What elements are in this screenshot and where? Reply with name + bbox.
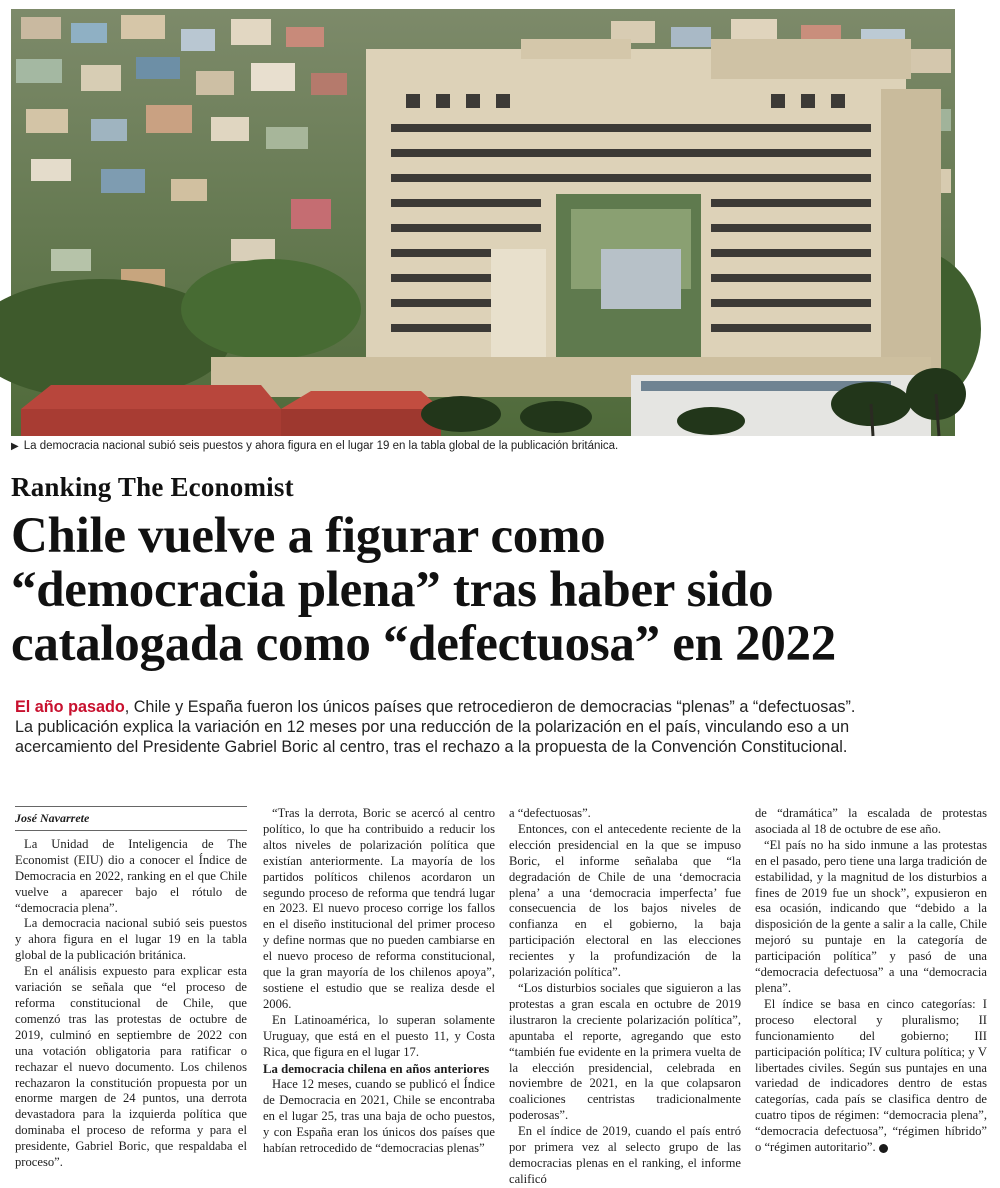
caption-text: La democracia nacional subió seis puestos y ahora figura en el lugar 19 en la tabla global de la publicación británica.: [23, 440, 619, 452]
headline-line: “democracia plena” tras haber sido: [11, 562, 774, 618]
body-column-2: [263, 806, 495, 1157]
body-paragraph: Hace 12 meses, cuando se publicó el Índice de Democracia en 2021, Chile se encontraba en el lugar 25, tras una baja de ocho puestos, y con España eran los únicos dos países que habían retrocedido de “democracias plenas”: [263, 1077, 495, 1156]
photo-caption: [11, 440, 955, 452]
body-paragraph: La democracia nacional subió seis puestos y ahora figura en el lugar 19 en la tabla global de la publicación británica.: [15, 916, 247, 963]
caption-arrow-icon: ▶: [11, 441, 19, 452]
body-paragraph-last: [755, 997, 987, 1156]
lead-line: acercamiento del Presidente Gabriel Boric al centro, tras el rechazo a la propuesta de la Convención Constitucional.: [15, 738, 848, 756]
body-paragraph: “El país no ha sido inmune a las protestas en el pasado, pero tiene una larga tradición de estabilidad, y la magnitud de los disturbios a fines de 2019 fue un shock”, expusieron en esa ocasión, indicando que “debido a la disposición de la gente a salir a la calle, Chile mejoró su puntaje en la categoría de participación política” y pasó de una “democracia defectuosa” a una “democracia plena”.: [755, 837, 987, 995]
body-paragraph: La Unidad de Inteligencia de The Economist (EIU) dio a conocer el Índice de Democracia en 2022, ranking en el que Chile vuelve a aparecer bajo el rótulo de “democracia plena”.: [15, 836, 247, 915]
body-paragraph-text: El índice se basa en cinco categorías: I proceso electoral y pluralismo; II funcionamiento del gobierno; III participación política; IV cultura política; y V libertades civiles. Según sus puntajes en una variedad de indicadores dentro de estas categorías, cada país se clasifica dentro de cuatro tipos de régimen: “democracia plena”, “democracia defectuosa”, “régimen híbrido” o “régimen autoritario”.: [755, 996, 987, 1155]
subhead: La democracia chilena en años anteriores: [263, 1061, 490, 1076]
end-of-article-icon: [879, 1144, 888, 1153]
lead-paragraph: [15, 697, 985, 757]
headline-line: catalogada como “defectuosa” en 2022: [11, 616, 836, 672]
body-paragraph: “Tras la derrota, Boric se acercó al centro político, lo que ha contribuido a reducir los altos niveles de polarización política que existían anteriormente. La mayoría de los partidos políticos chilenos acordaron un segundo proceso de reforma que tendrá lugar en 2023. El nuevo proceso corrige los fallos en el diseño institucional del primer proceso y define normas que no pueden cambiarse en el nuevo proceso de reforma constitucional, que la gran mayoría de los chilenos apoya”, sostiene el estudio que se realiza desde el 2006.: [263, 806, 495, 1011]
body-paragraph-continued: de “dramática” la escalada de protestas asociada al 18 de octubre de ese año.: [755, 806, 987, 836]
lead-line: La publicación explica la variación en 12 meses por una reducción de la polarización en el país, vinculando eso a un: [15, 718, 850, 736]
body-column-1: [15, 806, 247, 1171]
congress-building-photo: [11, 9, 955, 436]
body-paragraph-continued: a “defectuosas”.: [509, 806, 591, 820]
body-paragraph: En el índice de 2019, cuando el país entró por primera vez al selecto grupo de las democracias plenas en el ranking, el informe calificó: [509, 1124, 741, 1186]
body-paragraph: “Los disturbios sociales que siguieron a las protestas a gran escala en octubre de 2019 ilustraron la creciente polarización política”, apuntaba el reporte, agregando que esto “también fue evidente en la primera vuelta de la elección presidencial, celebrada en noviembre de 2021, en la que colapsaron coaliciones centristas tradicionalmente poderosas”.: [509, 980, 741, 1123]
article-body: [15, 806, 991, 1186]
headline-line: Chile vuelve a figurar como: [11, 508, 606, 564]
lead-line: [15, 697, 985, 717]
body-column-4: [755, 806, 987, 1156]
lead-line-rest: , Chile y España fueron los únicos países que retrocedieron de democracias “plenas” a “defectuosas”.: [124, 698, 856, 716]
article-photo: [11, 9, 955, 436]
body-column-3: [509, 806, 741, 1188]
section-kicker: Ranking The Economist: [11, 472, 294, 502]
headline: [11, 509, 971, 671]
byline: José Navarrete: [15, 811, 247, 831]
byline-rule: [15, 806, 247, 807]
body-paragraph: En Latinoamérica, lo superan solamente Uruguay, que está en el puesto 11, y Costa Rica, que figura en el lugar 17.: [263, 1012, 495, 1059]
body-paragraph: En el análisis expuesto para explicar esta variación se señala que “el proceso de reforma constitucional de Chile, que comenzó tras las protestas de octubre de 2019, culminó en septiembre de 2022 con una votación obligatoria para ratificar o rechazar el nuevo documento. Los chilenos rechazaron la constitución propuesta por un enorme margen de 24 puntos, una derrota devastadora para la izquierda política que dominaba el proceso de reforma y para el presidente, Gabriel Boric, que respaldaba el proceso”.: [15, 964, 247, 1170]
lead-highlight: El año pasado: [15, 698, 125, 716]
body-paragraph: Entonces, con el antecedente reciente de la elección presidencial en la que se impuso Boric, el informe señalaba que “la degradación de Chile de una ‘democracia plena’ a una ‘democracia imperfecta’ fue consecuencia de los bajos niveles de confianza en el gobierno, la baja participación electoral en las elecciones recientes y la profundización de la polarización política”.: [509, 821, 741, 980]
